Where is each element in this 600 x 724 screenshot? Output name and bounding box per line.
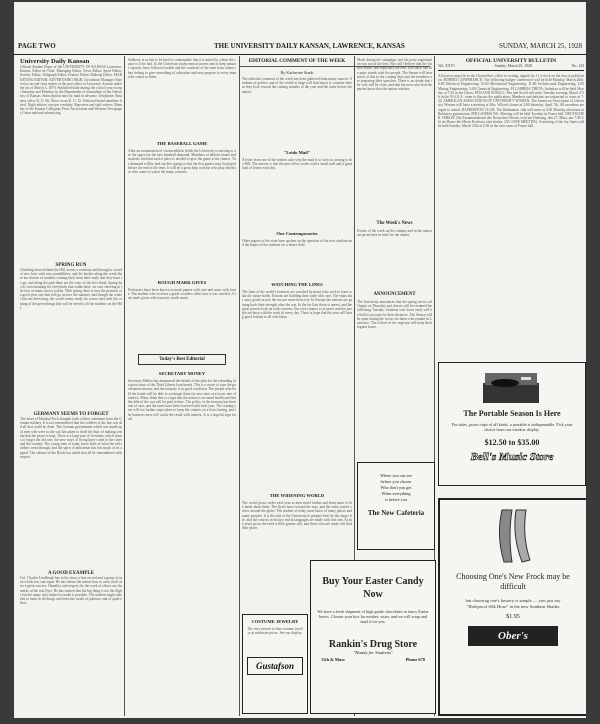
head-baseball-game: THE BASEBALL GAME [156, 141, 208, 146]
head-widening-world: THE WIDENING WORLD [269, 493, 325, 498]
head-announcement: ANNOUNCEMENT [373, 292, 416, 297]
candy-headline: Buy Your Easter Candy Now [322, 576, 424, 600]
rankin-tagline: "Handy for Students" [353, 649, 393, 655]
rankin-address: 11th & Mass [321, 656, 345, 662]
stockings-illustration [482, 506, 542, 566]
rankin-name: Rankin's Drug Store [328, 638, 418, 650]
costume-jewelry-ad: COSTUME JEWELRY The very newest in fine costume jewelry at moderate prices. See our display. Gustafson [242, 614, 308, 714]
gustafson-logo: Gustafson [255, 661, 294, 671]
paper-name: University Daily Kansan [20, 58, 90, 65]
phonograph-icon [481, 369, 541, 405]
bulletin-vol: Vol. XXVI [438, 64, 455, 68]
editorial-byline: By Katherine Staub [280, 70, 314, 75]
rankins-candy-ad [310, 560, 436, 714]
official-bulletin: OFFICIAL UNIVERSITY BULLETIN Vol. XXVI Sunday, March 25, 1928 No. 123 All notices must be in the Chancellor's office in writing, signed, by 11 o'clock on the day of publication. ROBERT CONFERENCE: The following budget conferences will be held Monday, March 26th; 9:00 Electrical Engineering; 10:00 Mechanical Engineering; 11:00 Architectural Engineering; 2:00 Mining Engineering; 3:00 Chemical Engineering. PI LAMBDA THETA: Initiation will be held Monday at 7:30 in the Union. PEN AND SCROLL: Pen and Scroll will meet Tuesday evening, March 27th in the W.S.G.A. room to discuss the publication. Members and initiates are requested to come at 7:30. AMERICAN ASSOCIATION OF UNIVERSITY WOMEN: The American Association of University Women will have a meeting at Mrs. Wilson's home at 3:00 Saturday, April 7th. All members are urged to attend. BADMINTON CLUB: The Badminton club will meet at 4:30 Monday afternoon in Robinson gymnasium. PHI GAMMA NU: Meeting will be held Tuesday in Fraser hall. DEUTSCHER VEREIN: Die Zusammenkunft des Deutschen Vereins wird am Dienstag, den 27. März, um 7:30 Uhr im Hause des Herrn Professor statt finden. JAY JANE MEETING: A meeting of the Jay Janes will be held Sunday, March 25th at 2:30 in the east room of Fraser hall. [438, 58, 584, 129]
head-weeks-news: The Week's News [376, 221, 413, 226]
portable-headline: The Portable Season Is Here [463, 409, 561, 418]
frock-body: but choosing one's hosiery is simple — you just say "Holeproof Silk Hose" in the new Sunburn Shades [465, 598, 561, 609]
rankin-phone: Phone 678 [405, 656, 425, 662]
news-column: Made during the campaign, and the party organization was not of the best. But still I believe that the United States, and especially the east, will show that the party stands with the people. The Senate will hear much of this in the coming days and the members are preparing their speeches. There is no doubt that the vote will be close, and that the men who lead the parties know that the nation watches. The Week's News Events of the week on the campus and in the nation are given here in brief for the reader. ANNOUNCEMENT The University announces that the spring recess will begin on Thursday and classes will be resumed the following Tuesday. Students who leave early will be held to account for their absences. The library will be open during the recess for those who remain in Lawrence. The offices of the registrar will keep their regular hours. [357, 58, 432, 330]
head-watching-the-lines: WATCHING THE LINES [271, 282, 323, 287]
newspaper-title: THE UNIVERSITY DAILY KANSAN, LAWRENCE, KANSAS [214, 42, 405, 50]
cafeteria-line-3: Who don't you get [380, 485, 412, 490]
bulletin-title: OFFICIAL UNIVERSITY BULLETIN [465, 58, 557, 64]
obers-logo: Ober's [498, 630, 528, 642]
head-leido-mail: "Leido Mail" [283, 150, 311, 155]
masthead [14, 40, 586, 55]
editorial-column-right: By Katherine Staub The editorial comment of the week has been gathered from many sources. Students of politics and of the world at large will find much to consider here as they look toward the coming months of the year and the tasks before the nation. "Leido Mail" A letter from one of the readers asks why the mail is so slow in coming to the Hill. The answer is that the post office works with a small staff and a great load of letters each day. Our Contemporaries Other papers of the state have spoken on the question of the new stadium and the hopes of the students for a better field. WATCHING THE LINES The lines of the world's business are watched by many who wish to learn what the future holds. Nations are building their trade with care. The ships that carry goods across the sea are more than ever. In Europe the nations are gaining back their strength after the war. In the far East there is unrest, and the great powers look on with concern. Our own country is at peace and her people are busy with the work of every day. There is hope that the year will bring good fortune to all who labor. THE WIDENING WORLD The world grows wider each year as men travel farther and learn more of the lands about them. The flyers have crossed the seas, and the radio carries voices around the globe. The student of today must know of many places and many peoples. It is the task of the University to prepare him for this larger life, and the courses in history and in languages are made with this aim. As the years go on the need will be greater still, and those who are ready will find their place. [242, 70, 352, 531]
cafeteria-line-4: When everything [381, 491, 411, 496]
cafeteria-name: The New Cafeteria [367, 509, 425, 517]
staff-box: Official Student Paper of the UNIVERSITY OF KANSAS Lawrence, Kansas. Editor-in-Chief, Managing Editor, News Editor, Sport Editor, Society Editor, Telegraph Editor, Feature Editor, Makeup Editor. MARKETING EDITOR. ADVERTISING MGR. Circulation Manager. Entered as second class matter at the post office at Lawrence, Kansas under the act of March 3, 1879. Published daily during the school year except Saturday and Monday by the Department of Journalism of the University of Kansas. Subscription rates by mail in advance. Telephone: Business office K. U. 66, News room K. U. 25. Editorial board members listed. Night editors: one per weekday. Reporters and staff writers. Member of the Kansas Collegiate Press Association and Western Newspaper Union national advertising. [20, 65, 122, 116]
bulletin-no: No. 123 [571, 64, 584, 68]
editorial-title: EDITORIAL COMMENT OF THE WEEK [248, 58, 346, 64]
portable-price: $12.50 to $35.00 [484, 438, 540, 447]
best-editorial-box [138, 354, 226, 365]
page-label: PAGE TWO [18, 42, 56, 50]
cafeteria-ad [357, 462, 435, 550]
bulletin-date: Sunday, March 25, 1928 [494, 64, 532, 68]
newspaper-page [14, 2, 586, 718]
cafeteria-line-5: is before you [385, 497, 407, 502]
left-head-spring-run: SPRING RUN [55, 263, 87, 268]
head-secretary-money: SECRETARY MONEY [158, 371, 206, 376]
portable-phonograph-ad [438, 362, 586, 486]
head-best-editorial: Today's Best Editorial [159, 357, 205, 362]
cafeteria-line-2: before you choose [380, 479, 412, 484]
bells-music-logo: Bell's Music Store [470, 451, 554, 463]
cafeteria-line-1: Where you can see [380, 473, 412, 478]
costume-head: COSTUME JEWELRY [251, 619, 299, 624]
masthead-date: SUNDAY, MARCH 25, 1928 [498, 42, 582, 50]
editorial-column-left: Sedberry is as fair to be hard to contemplate that it is asked by whom the cause is to be laid. In the University many men of power and of deep natural capacity have followed wealth and the comforts of the men from whom they belong to give something of education and new purpose to every man who comes to learn. THE BASEBALL GAME After an examination of vacant athletic fields the University is moving to use the space for the new baseball diamond. Members of athletic teams and students find that such a place is needed to give the game a fair chance. The diamond will be laid out this spring so that the first games may be played before the end of the term. It will be a great help to those who play and those who come to watch the many contests. ROUGH MARK GIVES Professors have been known to mark papers with care and some with haste. The student who receives a grade wonders often how it was reached. A fair mark given with reason is worth much. Today's Best Editorial SECRETARY MONEY Secretary Mellon has announced the details of the plan for the refunding of a great issue of the Third Liberty loan bonds. This is a move to save the government money, and the treasury is in good condition. The people who hold the bonds will be able to exchange them for new ones at a lower rate of interest. Many think this is a sign that the nation is in sound health and that the debt of the war will be paid in time. The policy of the treasury has been one of care, and the taxes have been lowered with each year. The coming year will see further steps taken to keep the country on a firm footing, and the business men will watch the result with interest. It is a hopeful sign for all. [128, 58, 236, 421]
obers-hosiery-ad [438, 498, 586, 716]
left-head-germany: GERMANY SEEMS TO FORGET [33, 412, 109, 417]
frock-price: $1.95 [506, 614, 520, 620]
portable-body: For takes, picnic trips of all kinds, a portable is indispensable. Pick your choice from our window display. [451, 422, 573, 432]
head-our-contemporaries: Our Contemporaries [276, 231, 318, 236]
frock-headline: Choosing One's New Frock may be difficult [456, 572, 570, 591]
left-column: University Daily Kansan Official Student Paper of the UNIVERSITY OF KANSAS Lawrence, Kansas. Editor-in-Chief, Managing Editor, News Editor, Sport Editor, Society Editor, Telegraph Editor, Feature Editor, Makeup Editor. MARKETING EDITOR. ADVERTISING MGR. Circulation Manager. Entered as second class matter at the post office at Lawrence, Kansas under the act of March 3, 1879. Published daily during the school year except Saturday and Monday by the Department of Journalism of the University of Kansas. Subscription rates by mail in advance. Telephone: Business office K. U. 66, News room K. U. 25. Editorial board members listed. Night editors: one per weekday. Reporters and staff writers. Member of the Kansas Collegiate Press Association and Western Newspaper Union national advertising. SPRING RUN Climbing down behind the Hill, across a roadway and through a crowd of new boys with new possibilities, and the bushes along the creek there are dozens of students coming back from their study that they have to go, and along the path there are the scars of the first flood. Spring has its own meaning for everybody that walks there, its own cheering in the face of many snowy weeks. With spring there is now the promise of a good year, one that will go on into the summer; and though the winter has not been long, the world seems ready for a new start with the coming of the green things that will be seen by all the students on the Hill. GERMANY SEEMS TO FORGET The heart of Marshal Foch brought forth a bitter statement from the German military. It is not remembered that the soldiers of the late war did all that could be done. The German government which was made up of men who were in the war has taken to itself the duty of making certain that the peace is kept. There is a large part of Germany which seems to forget the old war; the new ways of living have come to the cities and the country. The young men of today know little of what the old soldiers went through, and the spirit of militarism has lost much of its appeal. The cabinet of the Reich has asked that all be remembered with respect. A GOOD EXAMPLE Col. Charles Lindbergh has in his favor a fine record and a grasp of men which few can equal. He has shown the nation how to carry itself after a great success. Humility and respect for the work of others are the marks of the real flyer. He has written that the big thing is not the flight but the many who helped to make it possible. The student might take this to heart in all things and learn the worth of patience and of quiet effort. [20, 58, 122, 606]
candy-body: We have a fresh shipment of high grade chocolates in fancy Easter boxes. Choose your box for mother, sister, and we will wrap and mail it for you. [317, 609, 429, 625]
left-head-good-example: A GOOD EXAMPLE [47, 571, 95, 576]
